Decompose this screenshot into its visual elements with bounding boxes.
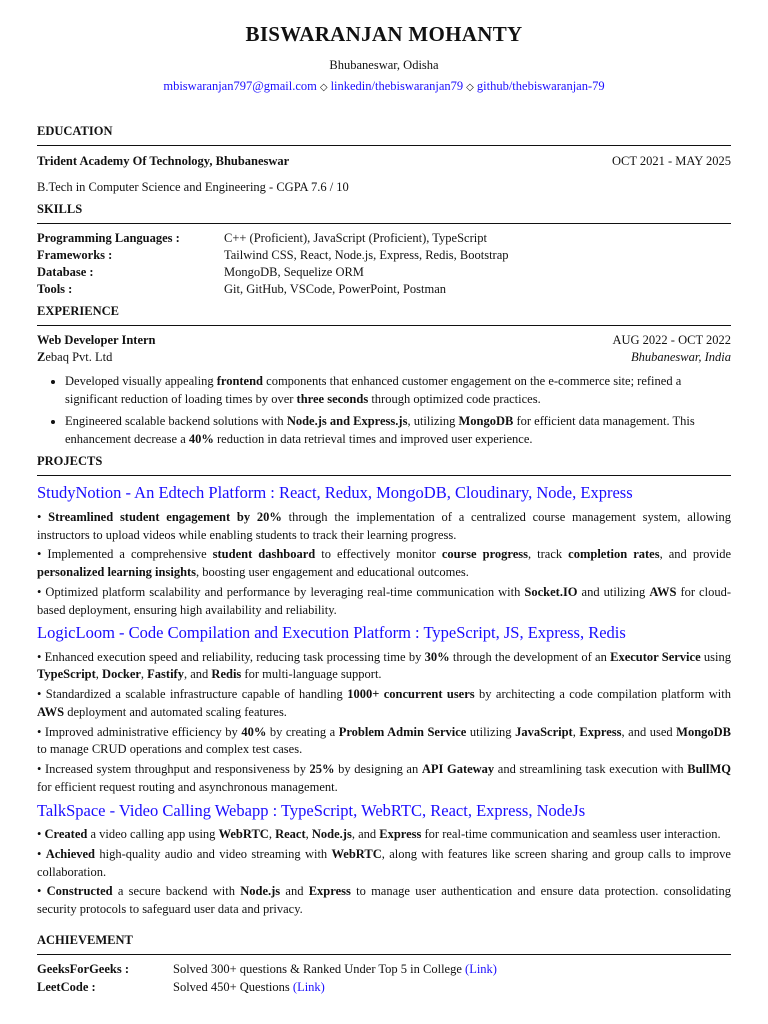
projects-section [37,452,731,919]
achievement-text: Solved 300+ questions & Ranked Under Top 5 in College (Link) [173,962,497,976]
project-bullet: • Achieved high-quality audio and video streaming with WebRTC, along with features like screen sharing and group calls to improve collaboration. [37,846,731,879]
achievement-text: Solved 450+ Questions (Link) [173,979,325,994]
skill-value: C++ (Proficient), JavaScript (Proficient), TypeScript [224,231,487,246]
project-bullet: • Enhanced execution speed and reliability, reducing task processing time by 30% through the development of an Executor Service using TypeScript, Docker, Fastify, and Redis for multi-language support. [37,649,731,682]
candidate-location: Bhubaneswar, Odisha [329,58,439,73]
linkedin-link[interactable]: linkedin/thebiswaranjan79 [330,79,464,94]
achievement-grid [37,961,731,996]
education-section [37,122,731,196]
skill-value: MongoDB, Sequelize ORM [224,265,364,280]
list-item: • Engineered scalable backend solutions with Node.js and Express.js, utilizing MongoDB for efficient data management. This enhancement decrease a 40% reduction in data retrieval times and improved user experience. [65,412,731,448]
achievement-label: GeeksForGeeks : [37,962,129,976]
experience-bullets [37,372,731,449]
company-row [37,349,731,366]
project-bullet: • Increased system throughput and responsiveness by 25% by designing an API Gateway and streamlining task execution with BullMQ for efficient request routing and asynchronous management. [37,762,731,794]
skill-label: Programming Languages : [37,231,180,246]
company-name: Zebaq Pvt. Ltd [37,349,113,364]
job-role: Web Developer Intern [37,332,156,347]
skill-label: Tools : [37,281,73,296]
experience-section [37,302,731,448]
section-title: SKILLS [37,200,731,224]
skills-section [37,200,731,298]
project-title: StudyNotion - An Edtech Platform : React, Redux, MongoDB, Cloudinary, Node, Express [37,483,633,503]
section-title: ACHIEVEMENT [37,931,731,955]
gfg-profile-link[interactable]: (Link) [465,962,497,976]
skill-value: Tailwind CSS, React, Node.js, Express, Redis, Bootstrap [224,248,509,263]
section-title: EXPERIENCE [37,302,731,326]
achievement-label: LeetCode : [37,979,96,994]
candidate-name: BISWARANJAN MOHANTY [245,22,523,46]
project-title: LogicLoom - Code Compilation and Execution Platform : TypeScript, JS, Express, Redis [37,623,626,643]
project-bullet: • Created a video calling app using WebRTC, React, Node.js, and Express for real-time communication and seamless user interaction. [37,827,721,842]
project-bullet: • Streamlined student engagement by 20% through the implementation of a centralized course management system, allowing instructors to upload videos while enabling students to track their learning progress. [37,509,731,542]
job-dates: AUG 2022 - OCT 2022 [612,332,731,347]
section-title: PROJECTS [37,452,731,476]
experience-row [37,332,731,349]
github-link[interactable]: github/thebiswaranjan-79 [476,79,605,94]
leetcode-profile-link[interactable]: (Link) [292,979,325,994]
section-title: EDUCATION [37,122,731,146]
job-location: Bhubaneswar, India [631,349,731,364]
diamond-separator-icon: ◇ [319,82,328,94]
project-title: TalkSpace - Video Calling Webapp : TypeScript, WebRTC, React, Express, NodeJs [37,800,586,820]
list-item: • Developed visually appealing frontend components that enhanced customer engagement on the e-commerce site; refined a significant reduction of loading times by over three seconds through optimized code practices. [65,372,731,408]
degree: B.Tech in Computer Science and Engineering - CGPA 7.6 / 10 [37,180,349,195]
skill-label: Database : [37,265,94,280]
project-bullet: • Improved administrative efficiency by 40% by creating a Problem Admin Service utilizing JavaScript, Express, and used MongoDB to manage CRUD operations and complex test cases. [37,724,732,757]
project-bullet: • Standardized a scalable infrastructure capable of handling 1000+ concurrent users by architecting a code compilation platform with AWS deployment and automated scaling features. [37,687,731,719]
diamond-separator-icon: ◇ [466,82,474,94]
project-bullet: • Optimized platform scalability and performance by leveraging real-time communication with Socket.IO and utilizing AWS for cloud-based deployment, ensuring high availability and reliability. [37,584,731,617]
project-bullet: • Implemented a comprehensive student dashboard to effectively monitor course progress, track completion rates, and provide personalized learning insights, boosting user engagement and educational outcomes. [37,547,732,579]
education-row [37,152,731,170]
achievement-section [37,931,731,996]
skills-grid [37,230,731,298]
skill-label: Frameworks : [37,248,113,263]
project-bullet: • Constructed a secure backend with Node.js and Express to manage user authentication and ensure data protection. consolidating security protocols to safeguard user data and privacy. [37,884,731,917]
email-link[interactable]: mbiswaranjan797@gmail.com [163,79,317,94]
skill-value: Git, GitHub, VSCode, PowerPoint, Postman [224,281,447,296]
contact-line [37,77,731,96]
education-dates: OCT 2021 - MAY 2025 [612,153,731,168]
school-name: Trident Academy Of Technology, Bhubaneswar [37,153,290,168]
